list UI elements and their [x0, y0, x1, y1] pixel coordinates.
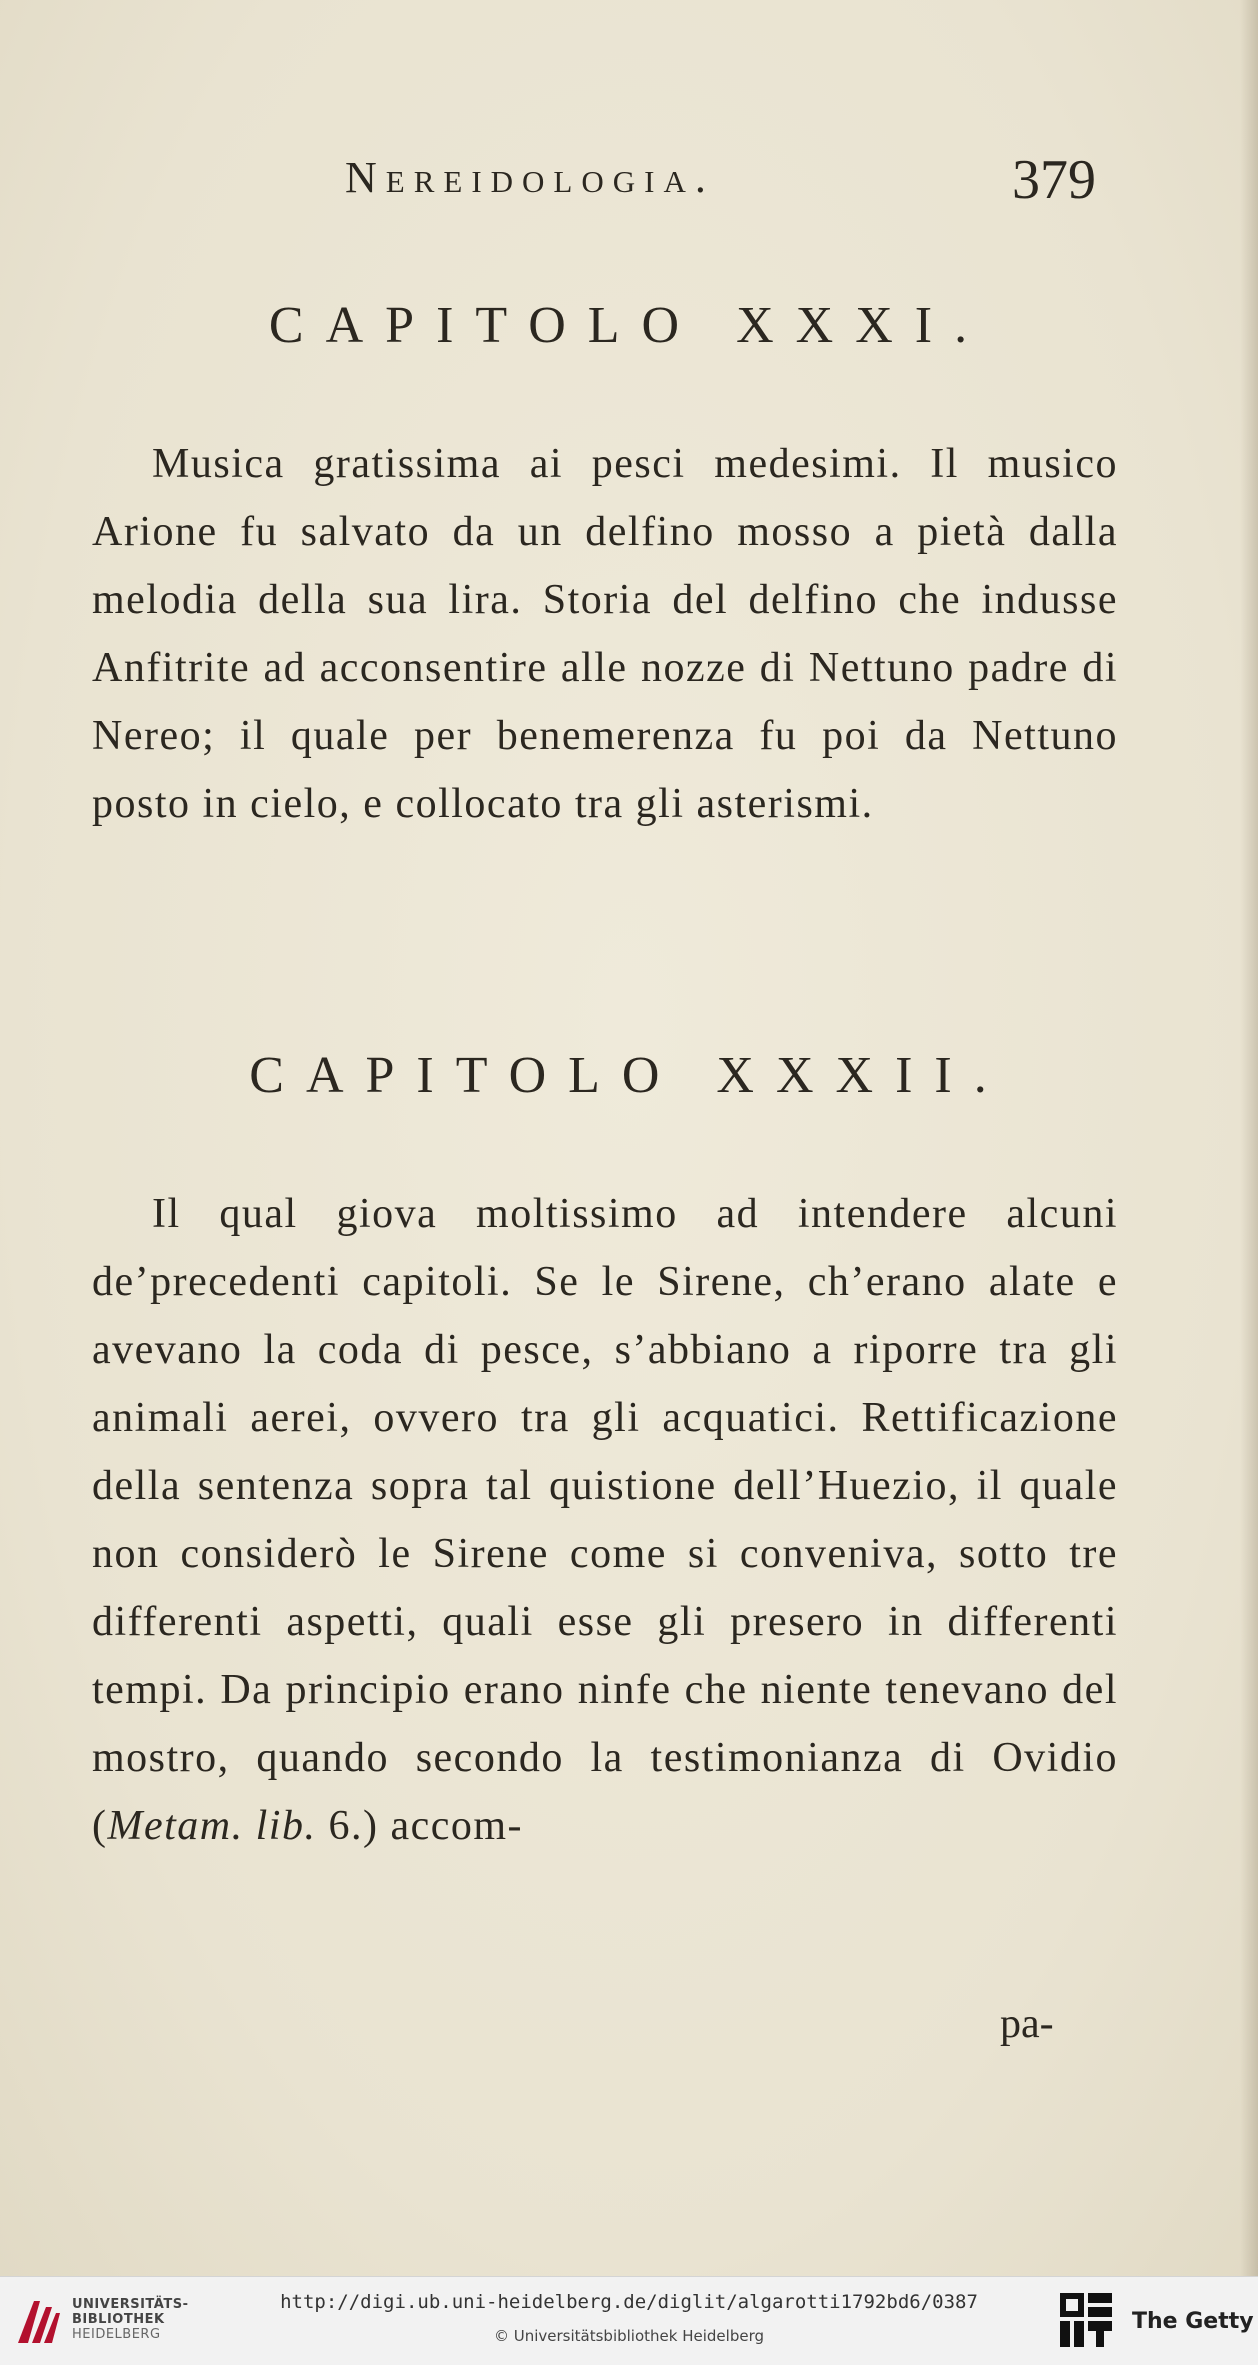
summary-text-end: 6.) accom- [316, 1803, 524, 1849]
institution-line-3: HEIDELBERG [72, 2327, 161, 2342]
copyright-notice: © Universitätsbibliothek Heidelberg [493, 2327, 764, 2345]
page-number: 379 [1012, 149, 1096, 211]
running-head: Nereidologia. [345, 153, 715, 202]
chapter-31-summary: Musica gratissima ai pesci medesimi. Il musico Arione fu salvato da un delfino mosso a pietà dalla melodia della sua lira. Storia del delfino che indusse Anfitrite ad acconsentire alle nozze di Nettuno padre di Nereo; il quale per benemerenza fu poi da Nettuno posto in cielo, e collocato tra gli asterismi. [92, 441, 1118, 827]
chapter-heading-32: CAPITOLO XXXII. [249, 1047, 1009, 1104]
viewer-footer [0, 2276, 1258, 2365]
catchword: pa- [1000, 2001, 1054, 2047]
partner-name[interactable]: The Getty [1132, 2309, 1254, 2334]
permalink-url[interactable]: http://digi.ub.uni-heidelberg.de/diglit/algarotti1792bd6/0387 [280, 2291, 978, 2313]
chapter-heading-31: CAPITOLO XXXI. [268, 297, 990, 354]
institution-line-1: UNIVERSITÄTS- [72, 2297, 189, 2312]
chapter-32-summary [92, 1180, 1118, 1860]
page-header [0, 149, 1258, 222]
citation: Metam. lib. [107, 1803, 317, 1849]
summary-text: Il qual giova moltissimo ad intendere alcuni de’precedenti capitoli. Se le Sirene, ch’erano alate e avevano la coda di pesce, s’abbiano a riporre tra gli animali aerei, ovvero tra gli acquatici. Rettificazione della sentenza sopra tal quistione dell’Huezio, il quale non considerò le Sirene come si conveniva, sotto tre differenti aspetti, quali esse gli presero in differenti tempi. Da principio erano ninfe che niente tenevano del mostro, quando secondo la testimonianza di Ovidio ( [92, 1191, 1118, 1849]
institution-line-2: BIBLIOTHEK [72, 2312, 165, 2327]
getty-logo-icon[interactable] [1058, 2291, 1116, 2351]
